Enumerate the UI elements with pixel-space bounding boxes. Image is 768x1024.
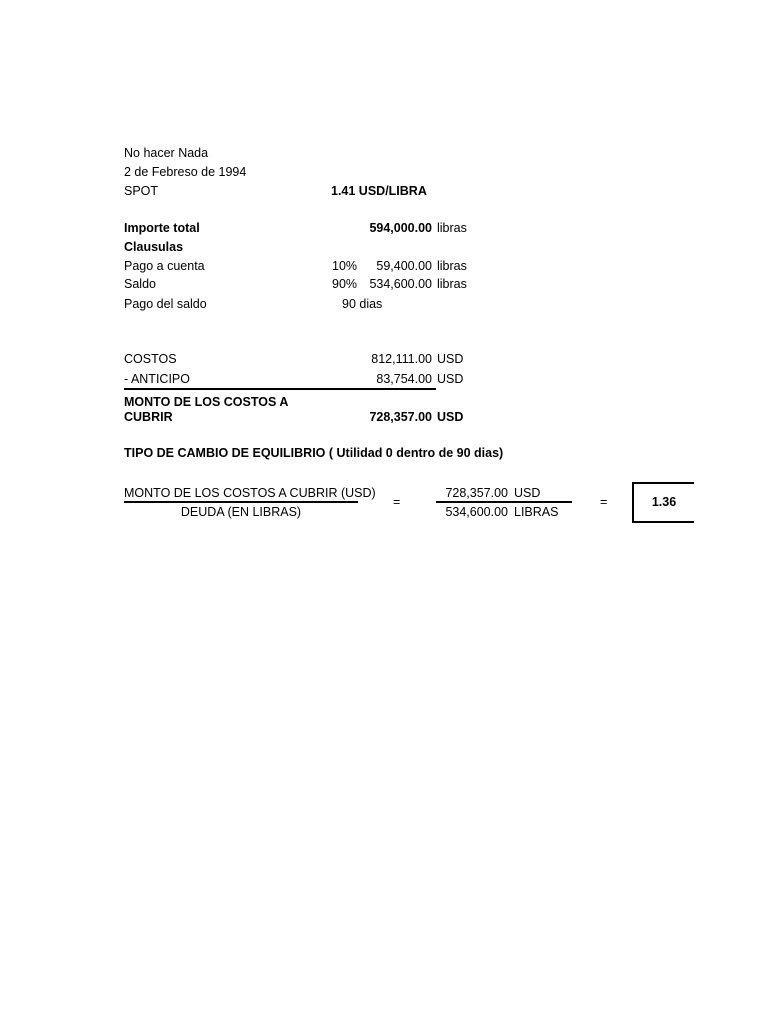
- formula-equals-2: =: [600, 495, 608, 509]
- pago-saldo-label: Pago del saldo: [124, 297, 207, 311]
- formula-numerator-value: 728,357.00: [445, 486, 508, 500]
- formula-numerator-unit: USD: [514, 486, 541, 500]
- saldo-unit: libras: [437, 277, 467, 291]
- pago-cuenta-unit: libras: [437, 259, 467, 273]
- importe-total-label: Importe total: [124, 221, 200, 235]
- pago-cuenta-value: 59,400.00: [376, 259, 432, 273]
- anticipo-label: - ANTICIPO: [124, 372, 190, 386]
- saldo-percent: 90%: [332, 277, 358, 291]
- importe-total-unit: libras: [437, 221, 467, 235]
- saldo-label: Saldo: [124, 277, 156, 291]
- formula-denominator-label: DEUDA (EN LIBRAS): [180, 505, 302, 519]
- monto-value: 728,357.00: [369, 410, 432, 424]
- formula-fraction-bar-right: [436, 501, 572, 503]
- spot-value: 1.41 USD/LIBRA: [331, 184, 427, 198]
- formula-numerator-label: MONTO DE LOS COSTOS A CUBRIR (USD): [124, 486, 376, 500]
- costos-unit: USD: [437, 352, 464, 366]
- anticipo-value: 83,754.00: [376, 372, 432, 386]
- formula-equals-1: =: [393, 495, 401, 509]
- costos-label: COSTOS: [124, 352, 177, 366]
- formula-fraction-bar-left: [124, 501, 358, 503]
- monto-label-line2: CUBRIR: [124, 410, 173, 424]
- pago-cuenta-percent: 10%: [332, 259, 358, 273]
- monto-label-line1: MONTO DE LOS COSTOS A: [124, 395, 289, 409]
- saldo-value: 534,600.00: [369, 277, 432, 291]
- formula-denominator-value: 534,600.00: [445, 505, 508, 519]
- spot-label: SPOT: [124, 184, 159, 198]
- costos-value: 812,111.00: [371, 352, 432, 366]
- formula-denominator-unit: LIBRAS: [514, 505, 559, 519]
- monto-unit: USD: [437, 410, 464, 424]
- clausulas-label: Clausulas: [124, 240, 184, 254]
- equilibrium-heading: TIPO DE CAMBIO DE EQUILIBRIO ( Utilidad 0 dentro de 90 dias): [124, 446, 504, 460]
- importe-total-value: 594,000.00: [369, 221, 432, 235]
- result-box: [632, 482, 694, 523]
- pago-saldo-value: 90 dias: [342, 297, 383, 311]
- document-date: 2 de Febreso de 1994: [124, 165, 247, 179]
- anticipo-unit: USD: [437, 372, 464, 386]
- result-value: 1.36: [651, 495, 677, 509]
- pago-cuenta-label: Pago a cuenta: [124, 259, 205, 273]
- subtotal-rule: [124, 388, 436, 390]
- document-title: No hacer Nada: [124, 146, 209, 160]
